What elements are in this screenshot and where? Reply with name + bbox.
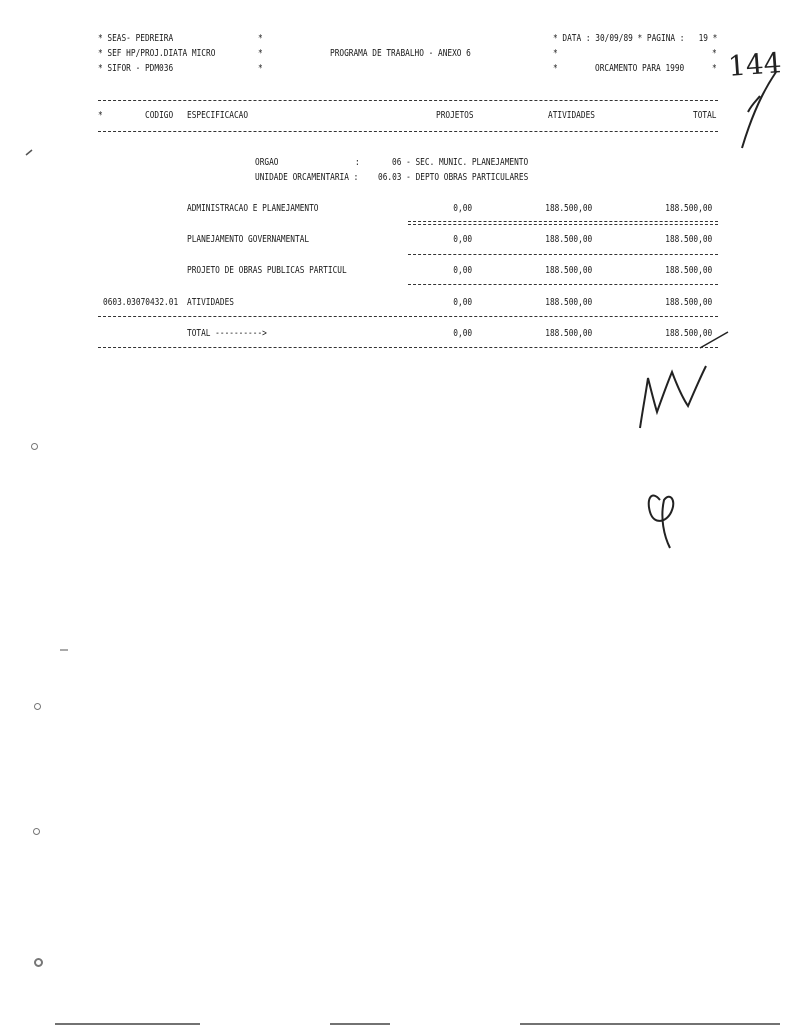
report-date-page: * DATA : 30/09/89 * PAGINA : 19 * (553, 33, 718, 44)
punch-hole-mark (31, 443, 38, 450)
row-projetos: 0,00 (453, 265, 472, 276)
header-star: * (258, 63, 263, 74)
header-star: * (712, 63, 717, 74)
row-especificacao: ADMINISTRACAO E PLANEJAMENTO (187, 203, 319, 214)
row-total: 188.500,00 (665, 297, 712, 308)
budget-year: ORCAMENTO PARA 1990 (595, 63, 685, 74)
orgao-value: 06 - SEC. MUNIC. PLANEJAMENTO (392, 157, 529, 168)
row-codigo: 0603.03070432.01 (103, 297, 179, 308)
header-star: * (553, 48, 558, 59)
unidade-label: UNIDADE ORCAMENTARIA : (255, 172, 359, 183)
header-system-line-1: * SEAS- PEDREIRA (98, 33, 174, 44)
header-star: * (258, 48, 263, 59)
handwritten-page-number: 144 (726, 46, 783, 83)
header-star: * (712, 48, 717, 59)
total-label: TOTAL ----------> (187, 328, 267, 339)
row-projetos: 0,00 (453, 297, 472, 308)
total-projetos: 0,00 (453, 328, 472, 339)
punch-hole-mark (33, 828, 40, 835)
orgao-separator: : (355, 157, 360, 168)
row-atividades: 188.500,00 (545, 265, 592, 276)
row-projetos: 0,00 (453, 234, 472, 245)
initials-signature (640, 366, 706, 428)
report-title: PROGRAMA DE TRABALHO - ANEXO 6 (330, 48, 471, 59)
initials-signature (649, 496, 674, 548)
row-total: 188.500,00 (665, 265, 712, 276)
punch-hole-mark (34, 958, 43, 967)
header-system-line-2: * SEF HP/PROJ.DIATA MICRO (98, 48, 216, 59)
column-header-total: TOTAL (693, 110, 717, 121)
signature-slash-stroke (742, 72, 776, 148)
row-total: 188.500,00 (665, 203, 712, 214)
column-header-especificacao: ESPECIFICACAO (187, 110, 249, 121)
row-atividades: 188.500,00 (545, 234, 592, 245)
punch-hole-mark (34, 703, 41, 710)
total-atividades: 188.500,00 (545, 328, 592, 339)
column-header-codigo: CODIGO (145, 110, 174, 121)
row-especificacao: PLANEJAMENTO GOVERNAMENTAL (187, 234, 310, 245)
orgao-label: ORGAO (255, 157, 279, 168)
total-total: 188.500,00 (665, 328, 712, 339)
header-star: * (258, 33, 263, 44)
column-border-star: * (98, 110, 103, 121)
column-header-projetos: PROJETOS (436, 110, 474, 121)
row-total: 188.500,00 (665, 234, 712, 245)
signature-slash-stroke (700, 332, 728, 348)
header-system-line-3: * SIFOR - PDM036 (98, 63, 174, 74)
row-atividades: 188.500,00 (545, 297, 592, 308)
header-star: * (553, 63, 558, 74)
row-atividades: 188.500,00 (545, 203, 592, 214)
row-especificacao: PROJETO DE OBRAS PUBLICAS PARTICUL (187, 265, 347, 276)
row-especificacao: ATIVIDADES (187, 297, 234, 308)
row-projetos: 0,00 (453, 203, 472, 214)
column-header-atividades: ATIVIDADES (548, 110, 595, 121)
unidade-value: 06.03 - DEPTO OBRAS PARTICULARES (378, 172, 529, 183)
